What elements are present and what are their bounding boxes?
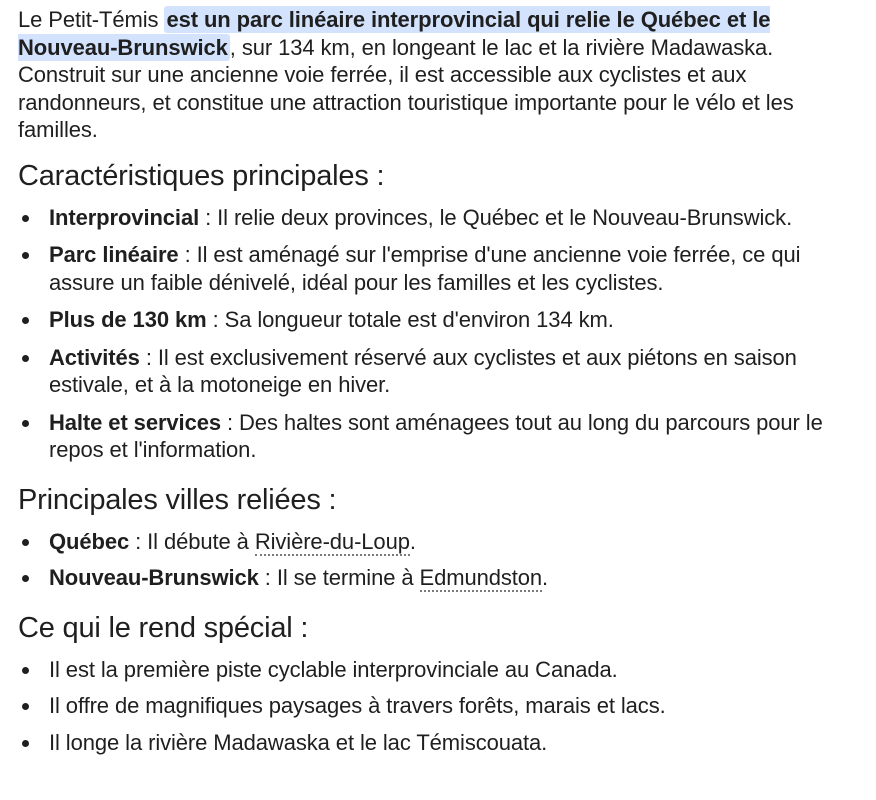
item-text: : Il est exclusivement réservé aux cyclistes et aux piétons en saison estivale, et à la motoneige en hiver. <box>49 344 797 397</box>
bullet-icon <box>22 740 29 747</box>
item-text: : Il se termine à <box>258 565 420 590</box>
special-heading: Ce qui le rend spécial : <box>18 611 309 644</box>
highlight-line-1: est un parc linéaire interprovincial qui relie le Québec et le <box>166 7 771 32</box>
item-text: : Il est aménagé sur l'emprise d'une ancienne voie ferrée, ce qui assure un faible dénivelé, idéal pour les familles et les cyclistes. <box>49 242 801 295</box>
list-item <box>18 409 858 464</box>
item-text: : Il relie deux provinces, le Québec et le Nouveau-Brunswick. <box>199 204 793 230</box>
item-label: Parc linéaire <box>49 242 179 267</box>
item-text: Il offre de magnifiques paysages à travers forêts, marais et lacs. <box>49 693 666 718</box>
item-end: . <box>409 528 416 554</box>
list-item <box>18 729 858 757</box>
bullet-icon <box>22 420 29 427</box>
item-text: Il longe la rivière Madawaska et le lac Témiscouata. <box>49 729 548 755</box>
intro-paragraph <box>18 6 858 144</box>
cities-heading: Principales villes reliées : <box>18 483 337 516</box>
item-label: Plus de 130 km <box>49 307 207 332</box>
item-label: Halte et services <box>49 409 221 435</box>
bullet-icon <box>22 317 29 324</box>
bullet-icon <box>22 539 29 546</box>
item-text: : Des haltes sont aménagees tout au long du parcours pour le repos et l'information. <box>49 409 823 462</box>
list-item <box>18 306 858 334</box>
list-item <box>18 564 858 592</box>
item-end: . <box>542 565 549 590</box>
riviere-du-loup-link[interactable]: Rivière-du-Loup <box>254 528 410 554</box>
list-item <box>18 344 858 399</box>
list-item <box>18 656 858 684</box>
item-label: Activités <box>49 344 140 370</box>
bullet-icon <box>22 575 29 582</box>
item-text: : Sa longueur totale est d'environ 134 km. <box>206 307 614 332</box>
list-item <box>18 692 858 720</box>
bullet-icon <box>22 252 29 259</box>
intro-rest: , sur 134 km, en longeant le lac et la rivière Madawaska. Construit sur une ancienne voie ferrée, il est accessible aux cyclistes et aux randonneurs, et constitue une attraction touristique importante pour le vélo et les familles. <box>18 34 794 142</box>
intro-lead: Le Petit-Témis <box>18 7 165 32</box>
item-label: Québec <box>49 528 130 554</box>
features-list <box>18 204 858 464</box>
features-heading: Caractéristiques principales : <box>18 159 385 192</box>
highlight-line-2: Nouveau-Brunswick <box>18 34 228 60</box>
item-text: Il est la première piste cyclable interprovinciale au Canada. <box>49 656 618 682</box>
bullet-icon <box>22 667 29 674</box>
list-item <box>18 241 858 296</box>
item-text: : Il débute à <box>129 528 255 554</box>
cities-list <box>18 528 858 592</box>
item-label: Interprovincial <box>49 204 200 230</box>
bullet-icon <box>22 215 29 222</box>
list-item <box>18 528 858 556</box>
special-list <box>18 656 858 757</box>
list-item <box>18 204 858 232</box>
edmundston-link[interactable]: Edmundston <box>419 565 543 590</box>
item-label: Nouveau-Brunswick <box>49 565 259 590</box>
bullet-icon <box>22 355 29 362</box>
bullet-icon <box>22 703 29 710</box>
